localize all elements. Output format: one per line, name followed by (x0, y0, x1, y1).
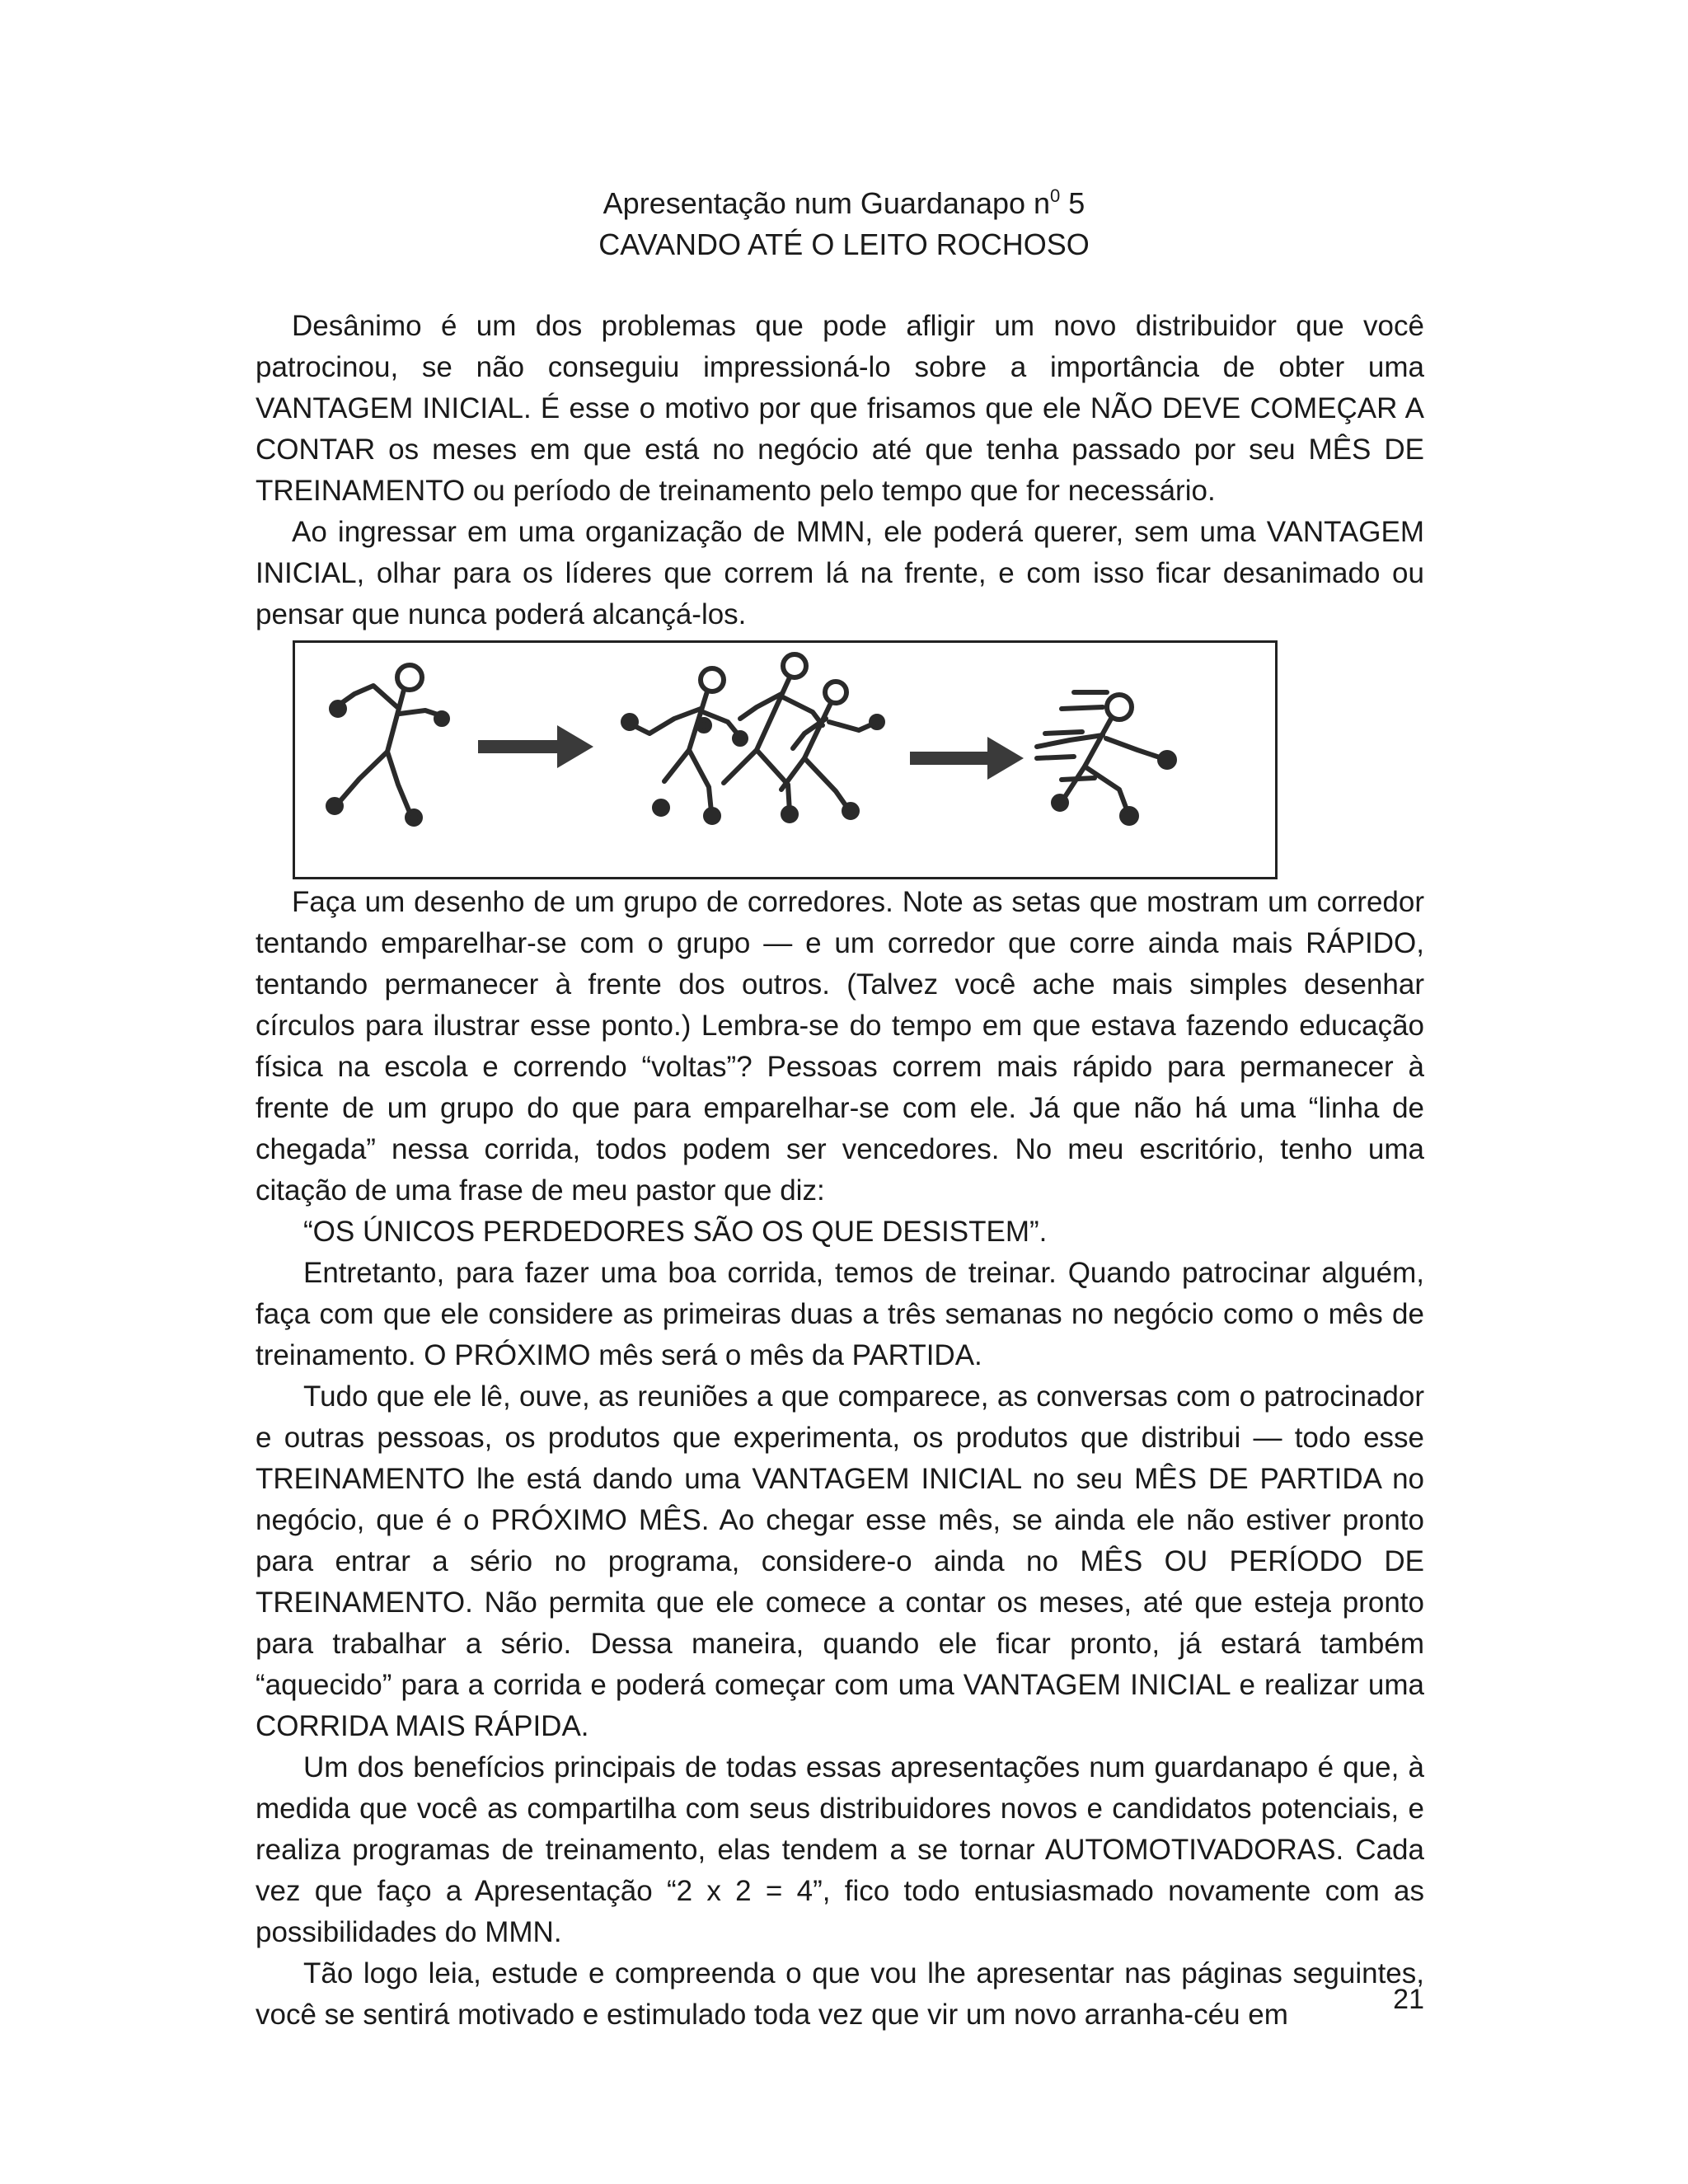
runner-foot (407, 811, 420, 824)
runners-illustration (295, 643, 1275, 877)
runner-icon (338, 665, 440, 814)
runners-figure (293, 640, 1278, 879)
title-line-1: Apresentação num Guardanapo $n^0$ 5 (603, 185, 1085, 220)
quote: “OS ÚNICOS PERDEDORES SÃO OS QUE DESISTEM”. (303, 1216, 1048, 1248)
paragraph: Ao ingressar em uma organização de MMN, ele poderá querer, sem uma VANTAGEM INICIAL, olhar para os líderes que correm lá na frente, e com isso ficar desanimado ou pensar que nunca poderá alcançá-los. (256, 516, 1424, 630)
arrow-right-icon (478, 725, 593, 768)
paragraph: Faça um desenho de um grupo de corredores. Note as setas que mostram um corredor tentando emparelhar-se com o grupo — e um corredor que corre ainda mais RÁPIDO, tentando permanecer à frente dos outros. (Talvez você ache mais simples desenhar círculos para ilustrar esse ponto.) Lembra-se do tempo em que estava fazendo educação física na escola e correndo “voltas”? Pessoas correm mais rápido para permanecer à frente de um grupo do que para emparelhar-se com ele. Já que não há uma “linha de chegada” nessa corrida, todos podem ser vencedores. No meu escritório, tenho uma citação de uma frase de meu pastor que diz: (256, 886, 1424, 1207)
paragraph: Tudo que ele lê, ouve, as reuniões a que comparece, as conversas com o patrocinador e outras pessoas, os produtos que experimenta, os produtos que distribui — todo esse TREINAMENTO lhe está dando uma VANTAGEM INICIAL no seu MÊS DE PARTIDA no negócio, que é o PRÓXIMO MÊS. Ao chegar esse mês, se ainda ele não estiver pronto para entrar a sério no programa, considere-o ainda no MÊS OU PERÍODO DE TREINAMENTO. Não permita que ele comece a contar os meses, até que esteja pronto para trabalhar a sério. Dessa maneira, quando ele ficar pronto, já estará também “aquecido” para a corrida e poderá começar com uma VANTAGEM INICIAL e realizar uma CORRIDA MAIS RÁPIDA. (256, 1380, 1424, 1742)
runner-group-icon (633, 654, 874, 812)
runner-foot (328, 799, 341, 813)
paragraph: Tão logo leia, estude e compreenda o que vou lhe apresentar nas páginas seguintes, você se sentirá motivado e estimulado toda vez que vir um novo arranha-céu em (256, 1957, 1424, 2031)
title-superscript: 0 (1050, 185, 1061, 206)
intro-text (256, 306, 1424, 635)
page-title (0, 183, 1688, 265)
fast-runner-icon (1037, 692, 1162, 812)
paragraph: Um dos benefícios principais de todas essas apresentações num guardanapo é que, à medida que você as compartilha com seus distribuidores novos e candidatos potenciais, e realiza programas de treinamento, elas tendem a se tornar AUTOMOTIVADORAS. Cada vez que faço a Apresentação “2 x 2 = 4”, fico todo entusiasmado novamente com as possibilidades do MMN. (256, 1751, 1424, 1948)
title-line-2: CAVANDO ATÉ O LEITO ROCHOSO (598, 227, 1090, 261)
body-text (256, 882, 1424, 2036)
paragraph: Desânimo é um dos problemas que pode afligir um novo distribuidor que você patrocinou, se não conseguiu impressioná-lo sobre a importância de obter uma VANTAGEM INICIAL. É esse o motivo por que frisamos que ele NÃO DEVE COMEÇAR A CONTAR os meses em que está no negócio até que tenha passado por seu MÊS DE TREINAMENTO ou período de treinamento pelo tempo que for necessário. (256, 310, 1424, 507)
runner-hand (331, 702, 345, 715)
paragraph: Entretanto, para fazer uma boa corrida, temos de treinar. Quando patrocinar alguém, faça com que ele considere as primeiras duas a três semanas no negócio como o mês de treinamento. O PRÓXIMO mês será o mês da PARTIDA. (256, 1257, 1424, 1371)
runner-hand (436, 713, 448, 724)
arrow-right-icon (910, 737, 1024, 780)
page-number: 21 (1393, 1984, 1424, 2015)
